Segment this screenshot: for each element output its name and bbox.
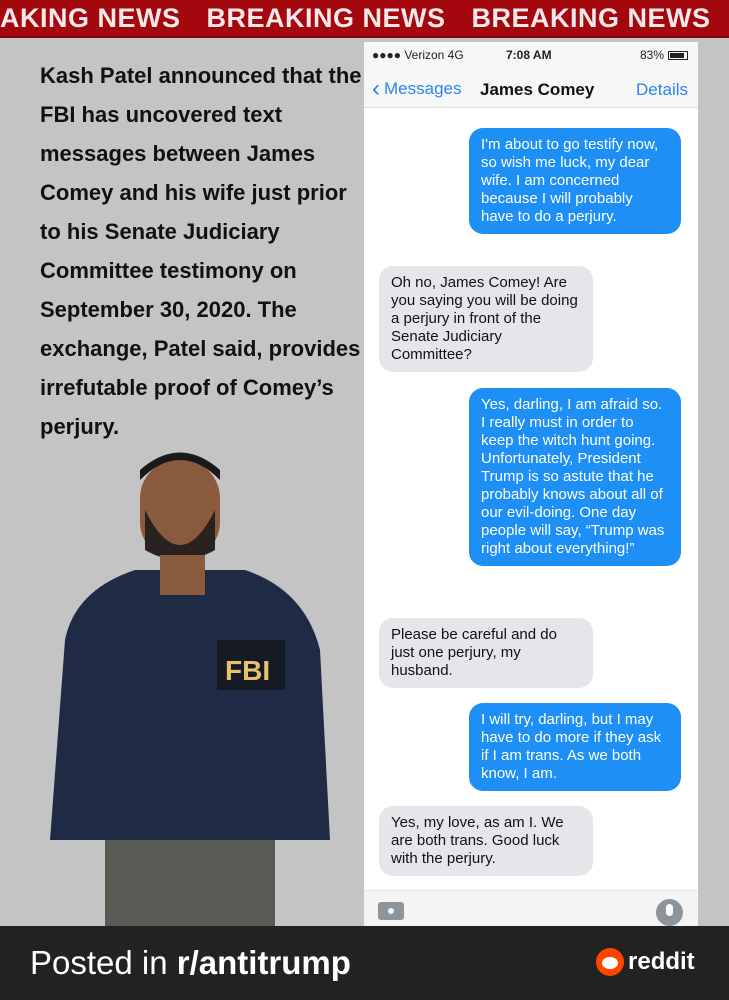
- input-bar: [364, 890, 698, 926]
- battery-percent: 83%: [639, 48, 664, 62]
- story-text: Kash Patel announced that the FBI has uncovered text messages between James Comey and his wife just prior to his Senate Judiciary Committee testimony on September 30, 2020. The exchange, Patel said, provides irrefutable proof of Comey’s perjury.: [40, 63, 362, 439]
- message-received: Please be careful and do just one perjury, my husband.: [379, 618, 593, 688]
- reddit-wordmark: reddit: [628, 948, 695, 975]
- chevron-left-icon: ‹: [372, 75, 380, 102]
- back-button[interactable]: [372, 75, 462, 102]
- subreddit-link[interactable]: r/antitrump: [176, 944, 351, 981]
- nav-bar: [364, 70, 698, 108]
- conversation-title: James Comey: [480, 80, 595, 99]
- status-bar: [364, 42, 698, 70]
- banner-text: AKING NEWS: [0, 3, 181, 33]
- message-sent: Yes, darling, I am afraid so. I really must in order to keep the witch hunt going. Unfortunately, President Trump is so astute that he probably knows about all of our evil-doing. One day people will say, “Trump was right about everything!”: [469, 388, 681, 566]
- fbi-badge: FBI: [225, 655, 271, 686]
- camera-icon[interactable]: [378, 902, 404, 920]
- message-received: Oh no, James Comey! Are you saying you will be doing a perjury in front of the Senate Judiciary Committee?: [379, 266, 593, 372]
- reddit-logo: [596, 948, 695, 976]
- details-button[interactable]: Details: [636, 80, 688, 99]
- microphone-icon[interactable]: [656, 899, 683, 926]
- breaking-news-banner: [0, 0, 729, 38]
- banner-text: BREAKING NEWS: [471, 3, 711, 33]
- message-sent: I'm about to go testify now, so wish me luck, my dear wife. I am concerned because I will probably have to do a perjury.: [469, 128, 681, 234]
- posted-in: [30, 944, 351, 982]
- message-received: Yes, my love, as am I. We are both trans. Good luck with the perjury.: [379, 806, 593, 876]
- banner-text: BREAKING NEWS: [206, 3, 446, 33]
- person-photo: [45, 440, 335, 926]
- message-sent: I will try, darling, but I may have to do more if they ask if I am trans. As we both know, I am.: [469, 703, 681, 791]
- phone-screenshot: [364, 42, 698, 926]
- clock: 7:08 AM: [506, 48, 552, 62]
- posted-prefix: Posted in: [30, 944, 177, 981]
- carrier: ●●●● Verizon 4G: [372, 48, 464, 62]
- reddit-snoo-icon: [596, 948, 624, 976]
- footer: [0, 926, 729, 1000]
- battery-icon: [668, 51, 688, 60]
- back-label: Messages: [384, 79, 462, 98]
